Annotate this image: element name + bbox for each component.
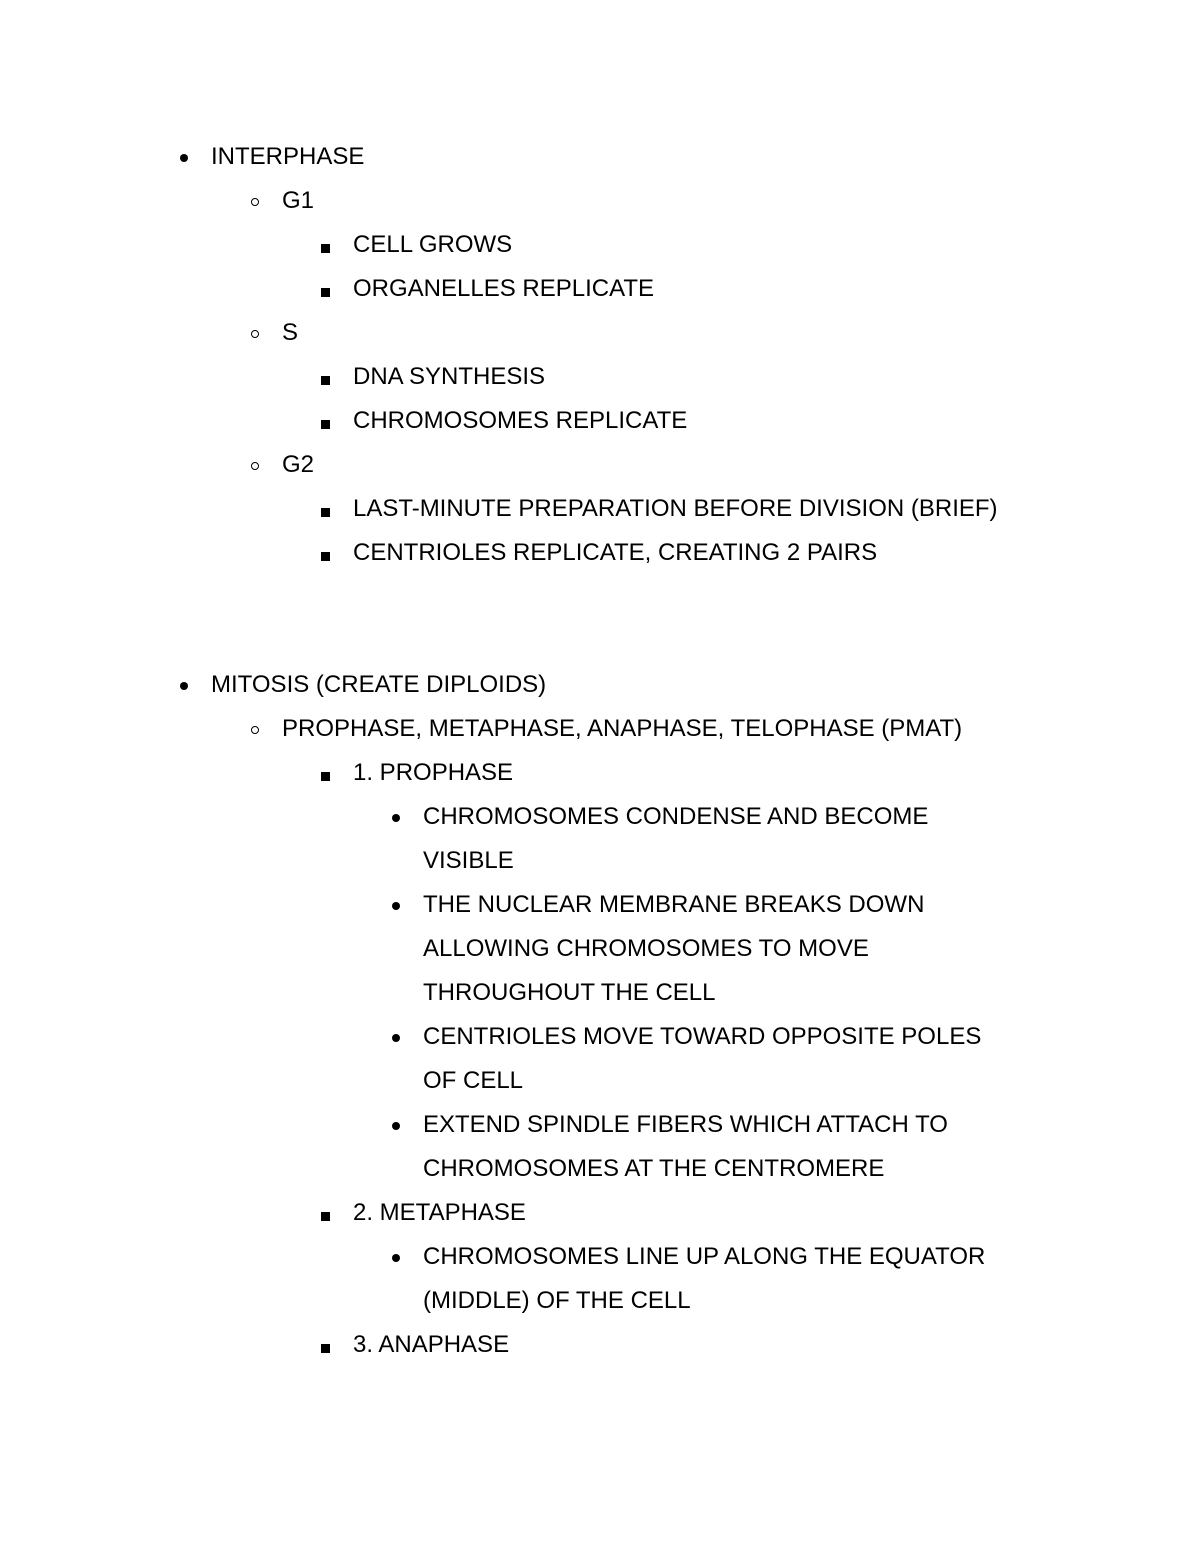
disc-bullet-icon — [392, 1034, 400, 1042]
square-bullet-icon — [321, 420, 330, 429]
disc-bullet-icon — [180, 154, 188, 162]
disc-bullet-icon — [180, 682, 188, 690]
outline-subheading: G1 — [282, 187, 315, 214]
list-item-text: CHROMOSOMES AT THE CENTROMERE — [423, 1155, 885, 1182]
square-bullet-icon — [321, 244, 330, 253]
square-bullet-icon — [321, 1344, 330, 1353]
list-item-text: CHROMOSOMES LINE UP ALONG THE EQUATOR — [423, 1243, 986, 1270]
list-item-text: ALLOWING CHROMOSOMES TO MOVE — [423, 935, 869, 962]
list-item-text: ORGANELLES REPLICATE — [353, 275, 654, 302]
square-bullet-icon — [321, 376, 330, 385]
circle-bullet-icon — [251, 462, 259, 470]
square-bullet-icon — [321, 772, 330, 781]
list-item-text: CENTRIOLES REPLICATE, CREATING 2 PAIRS — [353, 539, 878, 566]
list-item-text: CENTRIOLES MOVE TOWARD OPPOSITE POLES — [423, 1023, 982, 1050]
list-item-text: OF CELL — [423, 1067, 524, 1094]
list-item-text: LAST-MINUTE PREPARATION BEFORE DIVISION (BRIEF) — [353, 495, 998, 522]
list-item-text: THROUGHOUT THE CELL — [423, 979, 716, 1006]
outline-subheading: G2 — [282, 451, 315, 478]
square-bullet-icon — [321, 1212, 330, 1221]
disc-bullet-icon — [392, 902, 400, 910]
phase-label: 3. ANAPHASE — [353, 1331, 510, 1358]
square-bullet-icon — [321, 552, 330, 561]
list-item-text: THE NUCLEAR MEMBRANE BREAKS DOWN — [423, 891, 925, 918]
phase-label: 2. METAPHASE — [353, 1199, 526, 1226]
circle-bullet-icon — [251, 198, 259, 206]
circle-bullet-icon — [251, 726, 259, 734]
circle-bullet-icon — [251, 330, 259, 338]
square-bullet-icon — [321, 288, 330, 297]
disc-bullet-icon — [392, 814, 400, 822]
list-item-text: CHROMOSOMES CONDENSE AND BECOME — [423, 803, 929, 830]
disc-bullet-icon — [392, 1254, 400, 1262]
square-bullet-icon — [321, 508, 330, 517]
list-item-text: (MIDDLE) OF THE CELL — [423, 1287, 691, 1314]
outline-heading: MITOSIS (CREATE DIPLOIDS) — [211, 671, 547, 698]
list-item-text: EXTEND SPINDLE FIBERS WHICH ATTACH TO — [423, 1111, 948, 1138]
phase-label: 1. PROPHASE — [353, 759, 514, 786]
list-item-text: DNA SYNTHESIS — [353, 363, 546, 390]
disc-bullet-icon — [392, 1122, 400, 1130]
outline-subheading: PROPHASE, METAPHASE, ANAPHASE, TELOPHASE (PMAT) — [282, 715, 963, 742]
outline-heading: INTERPHASE — [211, 143, 365, 170]
outline-subheading: S — [282, 319, 299, 346]
list-item-text: CHROMOSOMES REPLICATE — [353, 407, 688, 434]
list-item-text: CELL GROWS — [353, 231, 513, 258]
list-item-text: VISIBLE — [423, 847, 514, 874]
